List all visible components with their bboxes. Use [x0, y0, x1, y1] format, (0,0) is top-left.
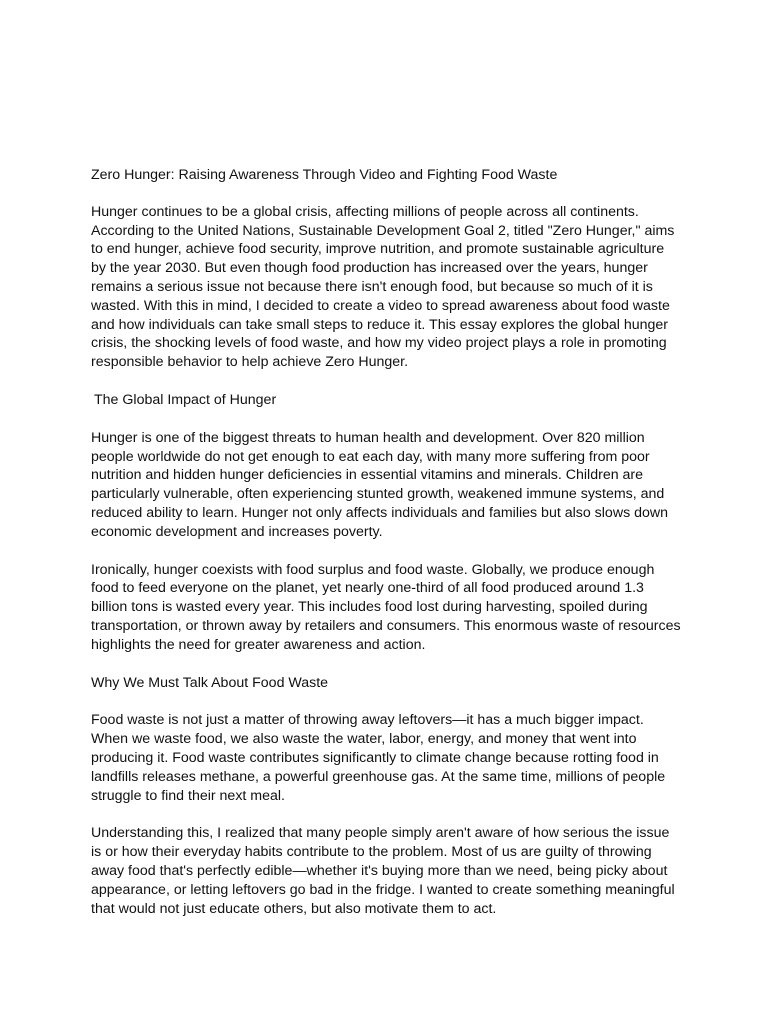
- section-heading-food-waste: Why We Must Talk About Food Waste: [91, 674, 329, 691]
- paragraph-waste-impact: Food waste is not just a matter of throwing away leftovers—it has a much bigger impact. When we waste food, we also waste the water, labor, energy, and money that went into producing it. Food waste contributes significantly to climate change because rotting food in landfills releases methane, a powerful greenhouse gas. At the same time, millions of people struggle to find their next meal.: [91, 712, 666, 804]
- paragraph-food-surplus: Ironically, hunger coexists with food surplus and food waste. Globally, we produce enough food to feed everyone on the planet, yet nearly one-third of all food produced around 1.3 billion tons is wasted every year. This includes food lost during harvesting, spoiled during transportation, or thrown away by retailers and consumers. This enormous waste of resources highlights the need for greater awareness and action.: [91, 561, 681, 653]
- document-title: Zero Hunger: Raising Awareness Through Video and Fighting Food Waste: [91, 167, 558, 183]
- intro-paragraph: Hunger continues to be a global crisis, affecting millions of people across all continents. According to the United Nations, Sustainable Development Goal 2, titled "Zero Hunger," aims to end hunger, achieve food security, improve nutrition, and promote sustainable agriculture by the year 2030. But even though food production has increased over the years, hunger remains a serious issue not because there isn't enough food, but because so much of it is wasted. With this in mind, I decided to create a video to spread awareness about food waste and how individuals can take small steps to reduce it. This essay explores the global hunger crisis, the shocking levels of food waste, and how my video project plays a role in promoting responsible behavior to help achieve Zero Hunger.: [91, 203, 675, 371]
- paragraph-hunger-threats: Hunger is one of the biggest threats to human health and development. Over 820 million people worldwide do not get enough to eat each day, with many more suffering from poor nutrition and hidden hunger deficiencies in essential vitamins and minerals. Children are particularly vulnerable, often experiencing stunted growth, weakened immune systems, and reduced ability to learn. Hunger not only affects individuals and families but also slows down economic development and increases poverty.: [91, 429, 669, 540]
- section-heading-global-impact: The Global Impact of Hunger: [94, 391, 277, 408]
- document-page: [91, 166, 681, 937]
- paragraph-understanding: Understanding this, I realized that many people simply aren't aware of how serious the issue is or how their everyday habits contribute to the problem. Most of us are guilty of throwing away food that's perfectly edible—whether it's buying more than we need, being picky about appearance, or letting leftovers go bad in the fridge. I wanted to create something meaningful that would not just educate others, but also motivate them to act.: [91, 825, 675, 917]
